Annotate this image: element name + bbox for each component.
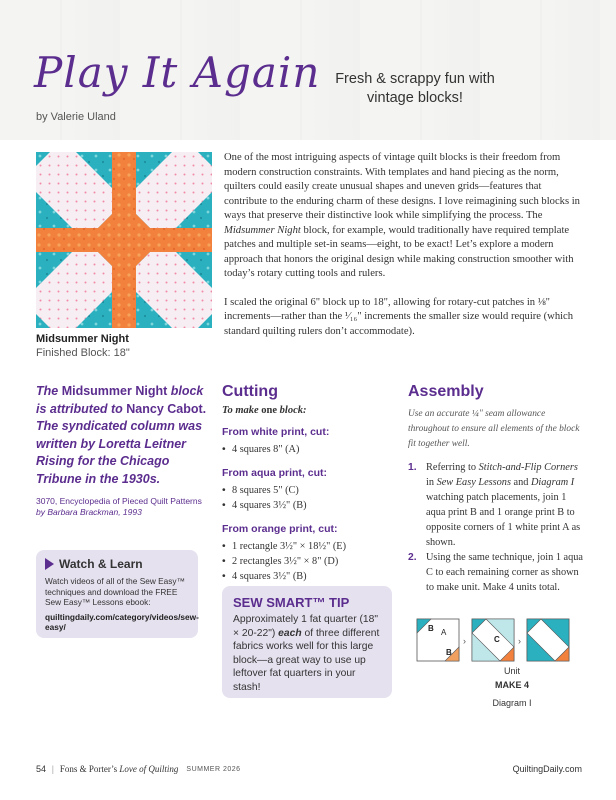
cutting-group-title: From aqua print, cut: <box>222 467 327 479</box>
diagram-unit <box>527 619 569 661</box>
watch-link[interactable]: quiltingdaily.com/category/videos/sew-easy/ <box>45 611 199 632</box>
assembly-step-2: 2. Using the same technique, join 1 aqua C to each remaining corner as shown to make unit. Make 4 units total. <box>408 552 583 593</box>
cutting-list-white <box>222 442 392 457</box>
diagram-label: Diagram I <box>492 698 532 708</box>
publication-name: Fons & Porter’s Love of Quilting <box>59 764 179 774</box>
cutting-subheading: To make one block: <box>222 405 307 416</box>
intro-text <box>224 151 582 339</box>
list-item: • 4 squares 3½" (B) <box>222 569 392 584</box>
page-footer <box>36 762 582 776</box>
cutting-heading: Cutting <box>222 383 278 400</box>
play-icon <box>45 558 54 570</box>
issue-season: SUMMER 2026 <box>186 765 241 773</box>
diagram-step-2 <box>472 619 514 661</box>
attribution-text: The Midsummer Night block is attributed to Nancy Cabot. The syndicated column was written by Loretta Leitner Rising for the Chicago Tribune in the 1930s. <box>36 384 207 486</box>
svg-text:C: C <box>494 635 500 644</box>
diagram-i-drawing <box>416 616 592 666</box>
assembly-note: Use an accurate ¼" seam allowance throughout to ensure all elements of the block fit together well. <box>408 409 580 449</box>
intro-paragraph-2: I scaled the original 6" block up to 18", allowing for rotary-cut patches in ⅛" increments—rather than the ¹⁄₁₆" increments the smaller size would require (which standard quilting rulers don’t accommodate). <box>224 296 574 337</box>
watch-body: Watch videos of all of the Sew Easy™ techniques and download the FREE Sew Easy™ Lessons ebook: <box>45 576 185 607</box>
cutting-list-aqua <box>222 483 392 513</box>
assembly-heading: Assembly <box>408 383 484 400</box>
quilt-block-photo <box>36 152 212 328</box>
diagram-i <box>416 616 592 716</box>
svg-text:B: B <box>428 624 434 633</box>
list-item: • 1 rectangle 3½" × 18½" (E) <box>222 539 392 554</box>
svg-text:A: A <box>441 628 447 637</box>
watch-and-learn-box <box>36 550 198 638</box>
footer-divider: | <box>52 764 54 774</box>
list-item: • 2 rectangles 3½" × 8" (D) <box>222 554 392 569</box>
svg-text:B: B <box>446 648 452 657</box>
assembly-steps <box>408 460 588 595</box>
attribution-source: 3070, Encyclopedia of Pieced Quilt Patterns by Barbara Brackman, 1993 <box>36 496 202 517</box>
make-label: MAKE 4 <box>494 680 529 690</box>
cutting-group-title: From white print, cut: <box>222 426 330 438</box>
tagline: Fresh & scrappy fun with vintage blocks! <box>335 71 495 106</box>
block-caption-title: Midsummer Night <box>36 333 129 345</box>
cutting-section <box>222 383 392 584</box>
assembly-step-1: 1. Referring to Stitch-and-Flip Corners in Sew Easy Lessons and Diagram I watching patch placements, join 1 aqua print B and 1 orange print B to opposite corners of 1 white print A as shown. <box>408 462 581 548</box>
page-title: Play It Again <box>34 48 321 97</box>
intro-paragraph-1: One of the most intriguing aspects of vintage quilt blocks is their freedom from modern construction constraints. With templates and hand piecing as the norm, quilters could easily create unusual shapes and uneven grids—features that contribute to the enduring charm of these designs. I love reimagining such blocks in ways that preserve their distinctive look while simplifying the process. The Midsummer Night block, for example, would traditionally have required template patches and multiple set-in seams—eight, to be exact! Let’s explore a modern approach that honors the original design while making construction smoother with today’s rotary cutting tools and rulers. <box>224 152 580 279</box>
sew-smart-tip-box <box>222 586 392 698</box>
diagram-step-1 <box>417 619 459 661</box>
tip-title: SEW SMART™ TIP <box>233 595 350 610</box>
list-item: • 4 squares 8" (A) <box>222 442 392 457</box>
svg-text:›: › <box>463 636 466 646</box>
cutting-group-title: From orange print, cut: <box>222 523 338 535</box>
assembly-section <box>408 383 588 595</box>
block-caption-size: Finished Block: 18" <box>36 347 130 359</box>
attribution-callout <box>36 383 212 518</box>
byline: by Valerie Uland <box>36 111 116 123</box>
website[interactable]: QuiltingDaily.com <box>512 764 582 774</box>
cutting-list-orange <box>222 539 392 584</box>
tip-body: Approximately 1 fat quarter (18" × 20-22") each of three different fabrics works well for this large block—a great way to use up leftover fat quarters in your stash! <box>233 614 380 693</box>
page-number: 54 <box>36 764 47 774</box>
watch-title: Watch & Learn <box>45 557 189 571</box>
list-item: • 8 squares 5" (C) <box>222 483 392 498</box>
list-item: • 4 squares 3½" (B) <box>222 498 392 513</box>
unit-label: Unit <box>503 666 520 676</box>
svg-text:›: › <box>518 636 521 646</box>
